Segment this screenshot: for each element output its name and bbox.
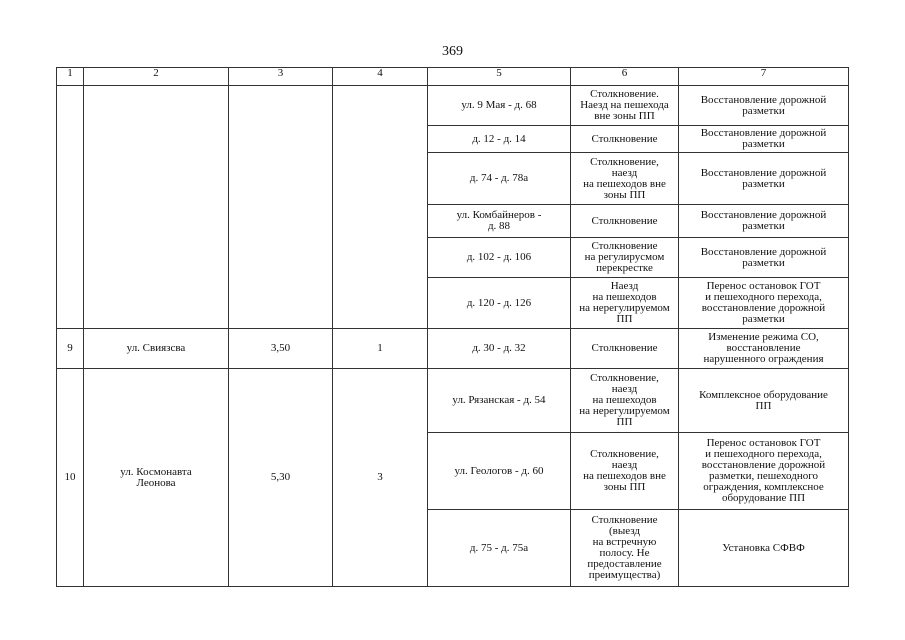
count-cell: 3 [333, 369, 428, 587]
segment-cell: ул. Рязанская - д. 54 [428, 369, 571, 433]
number-cell: 9 [57, 329, 84, 369]
length-cell: 5,30 [229, 369, 333, 587]
street-cell: ул. Космонавта Леонова [84, 369, 229, 587]
incident-cell: Столкновение (выезд на встречную полосу. Не предоставление преимущества) [571, 510, 679, 587]
table-row [57, 329, 849, 369]
measure-cell: Изменение режима СО, восстановление нарушенного ограждения [679, 329, 849, 369]
measure-cell: Восстановление дорожной разметки [679, 205, 849, 238]
segment-cell: д. 30 - д. 32 [428, 329, 571, 369]
number-cell: 10 [57, 369, 84, 587]
measure-cell: Восстановление дорожной разметки [679, 126, 849, 153]
length-cell [229, 86, 333, 329]
segment-cell: д. 102 - д. 106 [428, 238, 571, 278]
column-header: 5 [428, 68, 571, 86]
segment-cell: д. 75 - д. 75а [428, 510, 571, 587]
number-cell [57, 86, 84, 329]
table-row [57, 86, 849, 126]
segment-cell: ул. Геологов - д. 60 [428, 433, 571, 510]
segment-cell: д. 120 - д. 126 [428, 278, 571, 329]
incident-cell: Столкновение, наезд на пешеходов вне зоны ПП [571, 433, 679, 510]
page-number: 369 [442, 44, 463, 59]
column-header: 3 [229, 68, 333, 86]
segment-cell: д. 74 - д. 78а [428, 153, 571, 205]
incident-cell: Столкновение [571, 205, 679, 238]
incident-cell: Столкновение. Наезд на пешехода вне зоны ПП [571, 86, 679, 126]
data-table [56, 67, 849, 587]
column-header: 1 [57, 68, 84, 86]
measure-cell: Восстановление дорожной разметки [679, 238, 849, 278]
street-cell: ул. Свиязсва [84, 329, 229, 369]
incident-cell: Столкновение [571, 329, 679, 369]
incident-cell: Столкновение, наезд на пешеходов на нерегулируемом ПП [571, 369, 679, 433]
measure-cell: Перенос остановок ГОТ и пешеходного перехода, восстановление дорожной разметки [679, 278, 849, 329]
measure-cell: Восстановление дорожной разметки [679, 153, 849, 205]
length-cell: 3,50 [229, 329, 333, 369]
measure-cell: Установка СФВФ [679, 510, 849, 587]
incident-cell: Наезд на пешеходов на нерегулируемом ПП [571, 278, 679, 329]
incident-cell: Столкновение на регулирусмом перекрестке [571, 238, 679, 278]
measure-cell: Перенос остановок ГОТ и пешеходного перехода, восстановление дорожной разметки, пешеходного ограждения, комплексное оборудование ПП [679, 433, 849, 510]
column-header: 7 [679, 68, 849, 86]
table-header-row [57, 68, 849, 86]
street-cell [84, 86, 229, 329]
incident-cell: Столкновение [571, 126, 679, 153]
measure-cell: Восстановление дорожной разметки [679, 86, 849, 126]
segment-cell: ул. 9 Мая - д. 68 [428, 86, 571, 126]
measure-cell: Комплексное оборудование ПП [679, 369, 849, 433]
segment-cell: д. 12 - д. 14 [428, 126, 571, 153]
column-header: 6 [571, 68, 679, 86]
segment-cell: ул. Комбайнеров - д. 88 [428, 205, 571, 238]
count-cell [333, 86, 428, 329]
count-cell: 1 [333, 329, 428, 369]
column-header: 2 [84, 68, 229, 86]
incident-cell: Столкновение, наезд на пешеходов вне зоны ПП [571, 153, 679, 205]
column-header: 4 [333, 68, 428, 86]
table-row [57, 369, 849, 433]
